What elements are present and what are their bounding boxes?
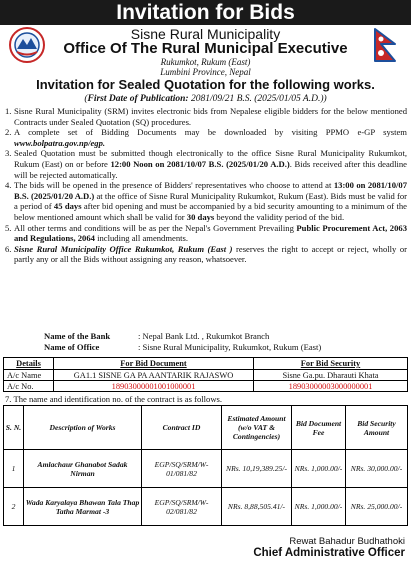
address-line-2: Lumbini Province, Nepal (160, 67, 251, 77)
row-label: A/c No. (4, 381, 54, 392)
bank-label: Name of the Bank (44, 331, 111, 341)
col-sn: S. N. (4, 406, 24, 450)
item-number: 2. (5, 127, 12, 138)
list-item (5, 127, 407, 148)
bank-value: : Nepal Bank Ltd. , Rukumkot Branch (138, 331, 270, 341)
security-account-number: 18903000003000000001 (254, 381, 408, 392)
banner-title: Invitation for Bids (0, 0, 411, 25)
col-bid-fee: Bid Document Fee (292, 406, 346, 450)
item-number: 1. (5, 106, 12, 116)
security-account-name: Sisne Ga.pu. Dharauti Khata (254, 370, 408, 381)
works-table (3, 405, 408, 526)
cell-description: Amlachaur Ghanabot Sadak Nirman (24, 450, 142, 488)
col-estimated-amount: Estimated Amount (w/o VAT & Contingencies) (222, 406, 292, 450)
signatory-title: Chief Administrative Officer (253, 547, 405, 559)
col-details: Details (4, 358, 54, 370)
table-row (4, 450, 408, 488)
office-reference: Sisne Rural Municipality Office Rukumkot, Rukum (East ) (14, 243, 233, 254)
cell-fee: NRs. 1,000.00/- (292, 488, 346, 526)
table-row (4, 488, 408, 526)
cell-description: Wada Karyalaya Bhawan Tala Thap Tatha Marmat -3 (24, 488, 142, 526)
item-text: All other terms and conditions will be as per the Nepal's Government Prevailing (14, 222, 297, 233)
cell-contract-id: EGP/SQ/SRM/W-01/081/82 (142, 450, 222, 488)
item-text: beyond the validity period of the bid. (214, 211, 345, 222)
cell-security: NRs. 30,000.00/- (346, 450, 408, 488)
validity-days: 45 days (53, 201, 82, 212)
table-header-row (4, 358, 408, 370)
procurement-act: Public Procurement Act, 2063 and Regulations, 2064 (14, 222, 407, 244)
table-row (4, 370, 408, 381)
col-contract-id: Contract ID (142, 406, 222, 450)
item-text: reserves the right to accept or reject, wholly or partly any or all the Bids without assigning any reason, whatsoever. (14, 243, 408, 265)
item-text: Sisne Rural Municipality (SRM) invites electronic bids from Nepalese eligible bidders for the below mentioned Contracts under Sealed Quotation (SQ) procedures. (14, 106, 407, 127)
item-text: at the office of Sisne Rural Municipality Rukumkot, Rukum (East). Bids must be valid for a period of (14, 190, 408, 212)
doc-account-name: GA1.1 SISNE GA PA AANTARIK RAJASWO (54, 370, 254, 381)
table-row (4, 381, 408, 392)
notice-heading: Invitation for Sealed Quotation for the following works. (36, 77, 375, 92)
list-item (5, 148, 407, 180)
security-validity-days: 30 days (186, 211, 215, 222)
cell-sn: 1 (4, 450, 24, 488)
cell-security: NRs. 25,000.00/- (346, 488, 408, 526)
item-number: 5. (5, 222, 12, 233)
doc-account-number: 18903000001001000001 (54, 381, 254, 392)
col-bid-security-amount: Bid Security Amount (346, 406, 408, 450)
item-text: A complete set of Bidding Documents may be downloaded by visiting PPMO e-GP system (14, 127, 407, 138)
col-description: Description of Works (24, 406, 142, 450)
item-text: The bids will be opened in the presence of Bidders' representatives who choose to attend at (14, 180, 334, 191)
item-number: 3. (5, 148, 12, 159)
table-header-row (4, 406, 408, 450)
publication-label: First Date of Publication: (87, 94, 189, 104)
col-bid-document: For Bid Document (54, 358, 254, 370)
item-text: Sealed Quotation must be submitted though electronically to the office Sisne Rural Municipality Rukumkot, Rukum (East) on or before (14, 148, 407, 169)
terms-list (5, 106, 407, 265)
cell-contract-id: EGP/SQ/SRM/W-02/081/82 (142, 488, 222, 526)
list-item (5, 180, 407, 222)
publication-date: (First Date of Publication: 2081/09/21 B.S. (2025/01/05 A.D.)) (84, 94, 327, 104)
submission-deadline: 12:00 Noon on 2081/10/07 B.S. (2025/01/20 A.D.) (110, 158, 290, 169)
list-item (5, 106, 407, 127)
bank-info (44, 331, 321, 353)
list-item (5, 223, 407, 244)
contract-note: 7. The name and identification no. of the contract is as follows. (5, 394, 223, 404)
publication-value: 2081/09/21 B.S. (2025/01/05 A.D.) (188, 94, 324, 104)
item-number: 6. (5, 243, 12, 254)
opening-time: 13:00 on 2081/10/07 B.S. (2025/01/20 A.D.) (14, 180, 408, 201)
address-line-1: Rukumkot, Rukum (East) (160, 57, 251, 67)
cell-fee: NRs. 1,000.00/- (292, 450, 346, 488)
office-label: Name of Office (44, 342, 100, 352)
item-text: . Bids received after this deadline will be rejected automatically. (14, 158, 407, 180)
cell-sn: 2 (4, 488, 24, 526)
signatory-name: Rewat Bahadur Budhathoki (289, 536, 405, 547)
cell-amount: NRs. 8,88,505.41/- (222, 488, 292, 526)
item-text: after bid opening and must be accompanied by a bid security amounting to a minimum of the below mentioned amount which shall be valid for (14, 201, 407, 222)
egp-link[interactable]: www.bolpatra.gov.np/egp. (14, 137, 106, 148)
list-item (5, 244, 407, 265)
account-table (3, 357, 408, 392)
item-number: 4. (5, 180, 12, 191)
office-value: : Sisne Rural Municipality, Rukumkot, Rukum (East) (138, 342, 322, 352)
col-bid-security: For Bid Security (254, 358, 408, 370)
item-text: including all amendments. (94, 233, 189, 244)
row-label: A/c Name (4, 370, 54, 381)
office-name: Office Of The Rural Municipal Executive (63, 40, 348, 57)
municipality-name: Sisne Rural Municipality (130, 26, 281, 42)
cell-amount: NRs. 10,19,389.25/- (222, 450, 292, 488)
